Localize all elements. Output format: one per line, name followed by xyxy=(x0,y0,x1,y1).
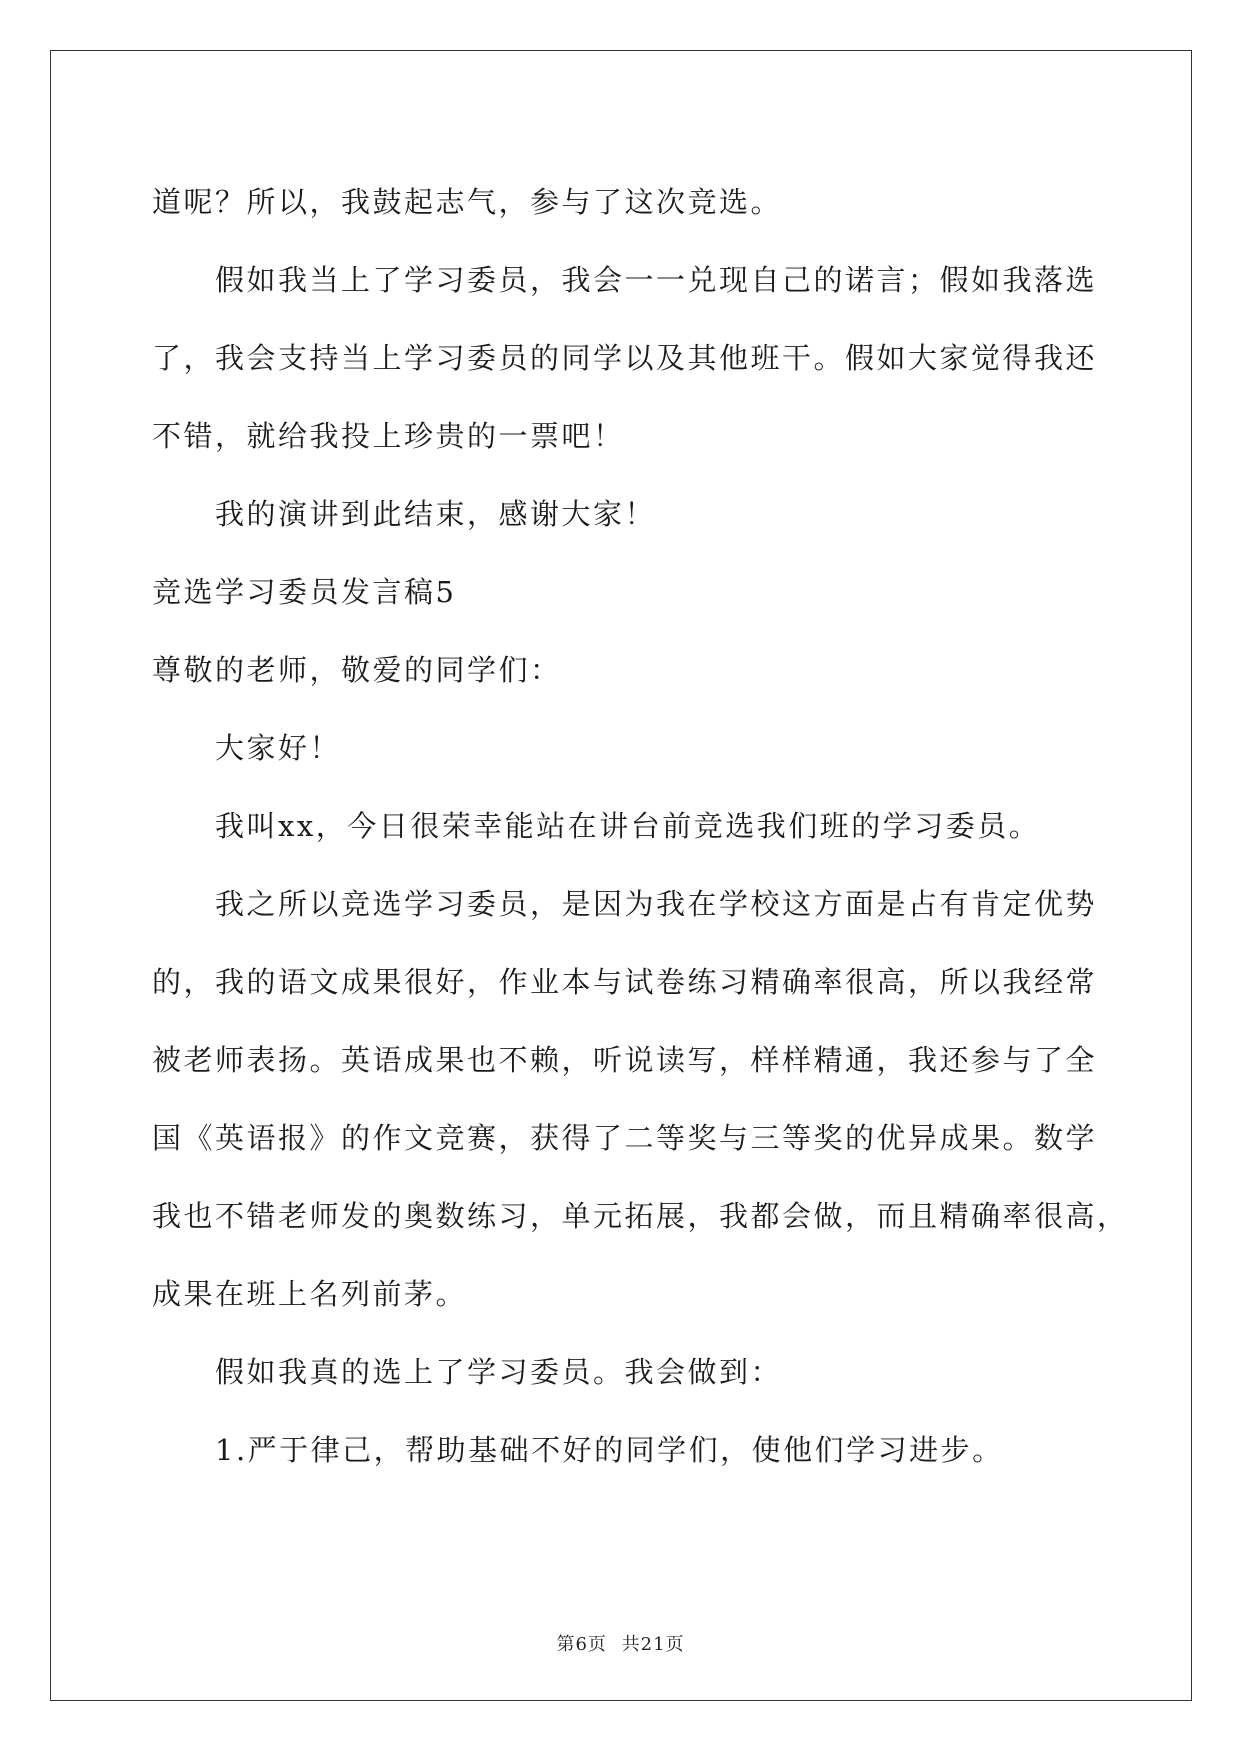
greeting: 大家好！ xyxy=(215,731,342,765)
text-line: 道呢？所以，我鼓起志气，参与了这次竞选。 xyxy=(152,185,783,219)
text-line: 不错，就给我投上珍贵的一票吧！ xyxy=(152,419,625,453)
page-number: 第6页 xyxy=(556,1634,607,1655)
text-line: 的，我的语文成果很好，作业本与试卷练习精确率很高，所以我经常 xyxy=(152,965,1098,999)
text-line: 成果在班上名列前茅。 xyxy=(152,1277,468,1311)
text-line: 国《英语报》的作文竞赛，获得了二等奖与三等奖的优异成果。数学 xyxy=(152,1121,1098,1155)
text-line: 我也不错老师发的奥数练习，单元拓展，我都会做，而且精确率很高， xyxy=(152,1199,1129,1233)
list-item: 1.严于律己，帮助基础不好的同学们，使他们学习进步。 xyxy=(215,1433,1004,1467)
total-pages: 共21页 xyxy=(621,1634,685,1655)
salutation: 尊敬的老师，敬爱的同学们： xyxy=(152,653,562,687)
text-line: 了，我会支持当上学习委员的同学以及其他班干。假如大家觉得我还 xyxy=(152,341,1098,375)
text-line: 假如我真的选上了学习委员。我会做到： xyxy=(215,1355,783,1389)
text-line: 我叫xx，今日很荣幸能站在讲台前竞选我们班的学习委员。 xyxy=(215,809,1041,843)
text-line: 被老师表扬。英语成果也不赖，听说读写，样样精通，我还参与了全 xyxy=(152,1043,1098,1077)
section-title: 竞选学习委员发言稿5 xyxy=(152,575,457,609)
text-line: 假如我当上了学习委员，我会一一兑现自己的诺言；假如我落选 xyxy=(215,263,1098,297)
text-line: 我的演讲到此结束，感谢大家！ xyxy=(215,497,657,531)
text-line: 我之所以竞选学习委员，是因为我在学校这方面是占有肯定优势 xyxy=(215,887,1098,921)
page-footer xyxy=(0,1630,1241,1656)
document-body xyxy=(152,163,1129,1489)
